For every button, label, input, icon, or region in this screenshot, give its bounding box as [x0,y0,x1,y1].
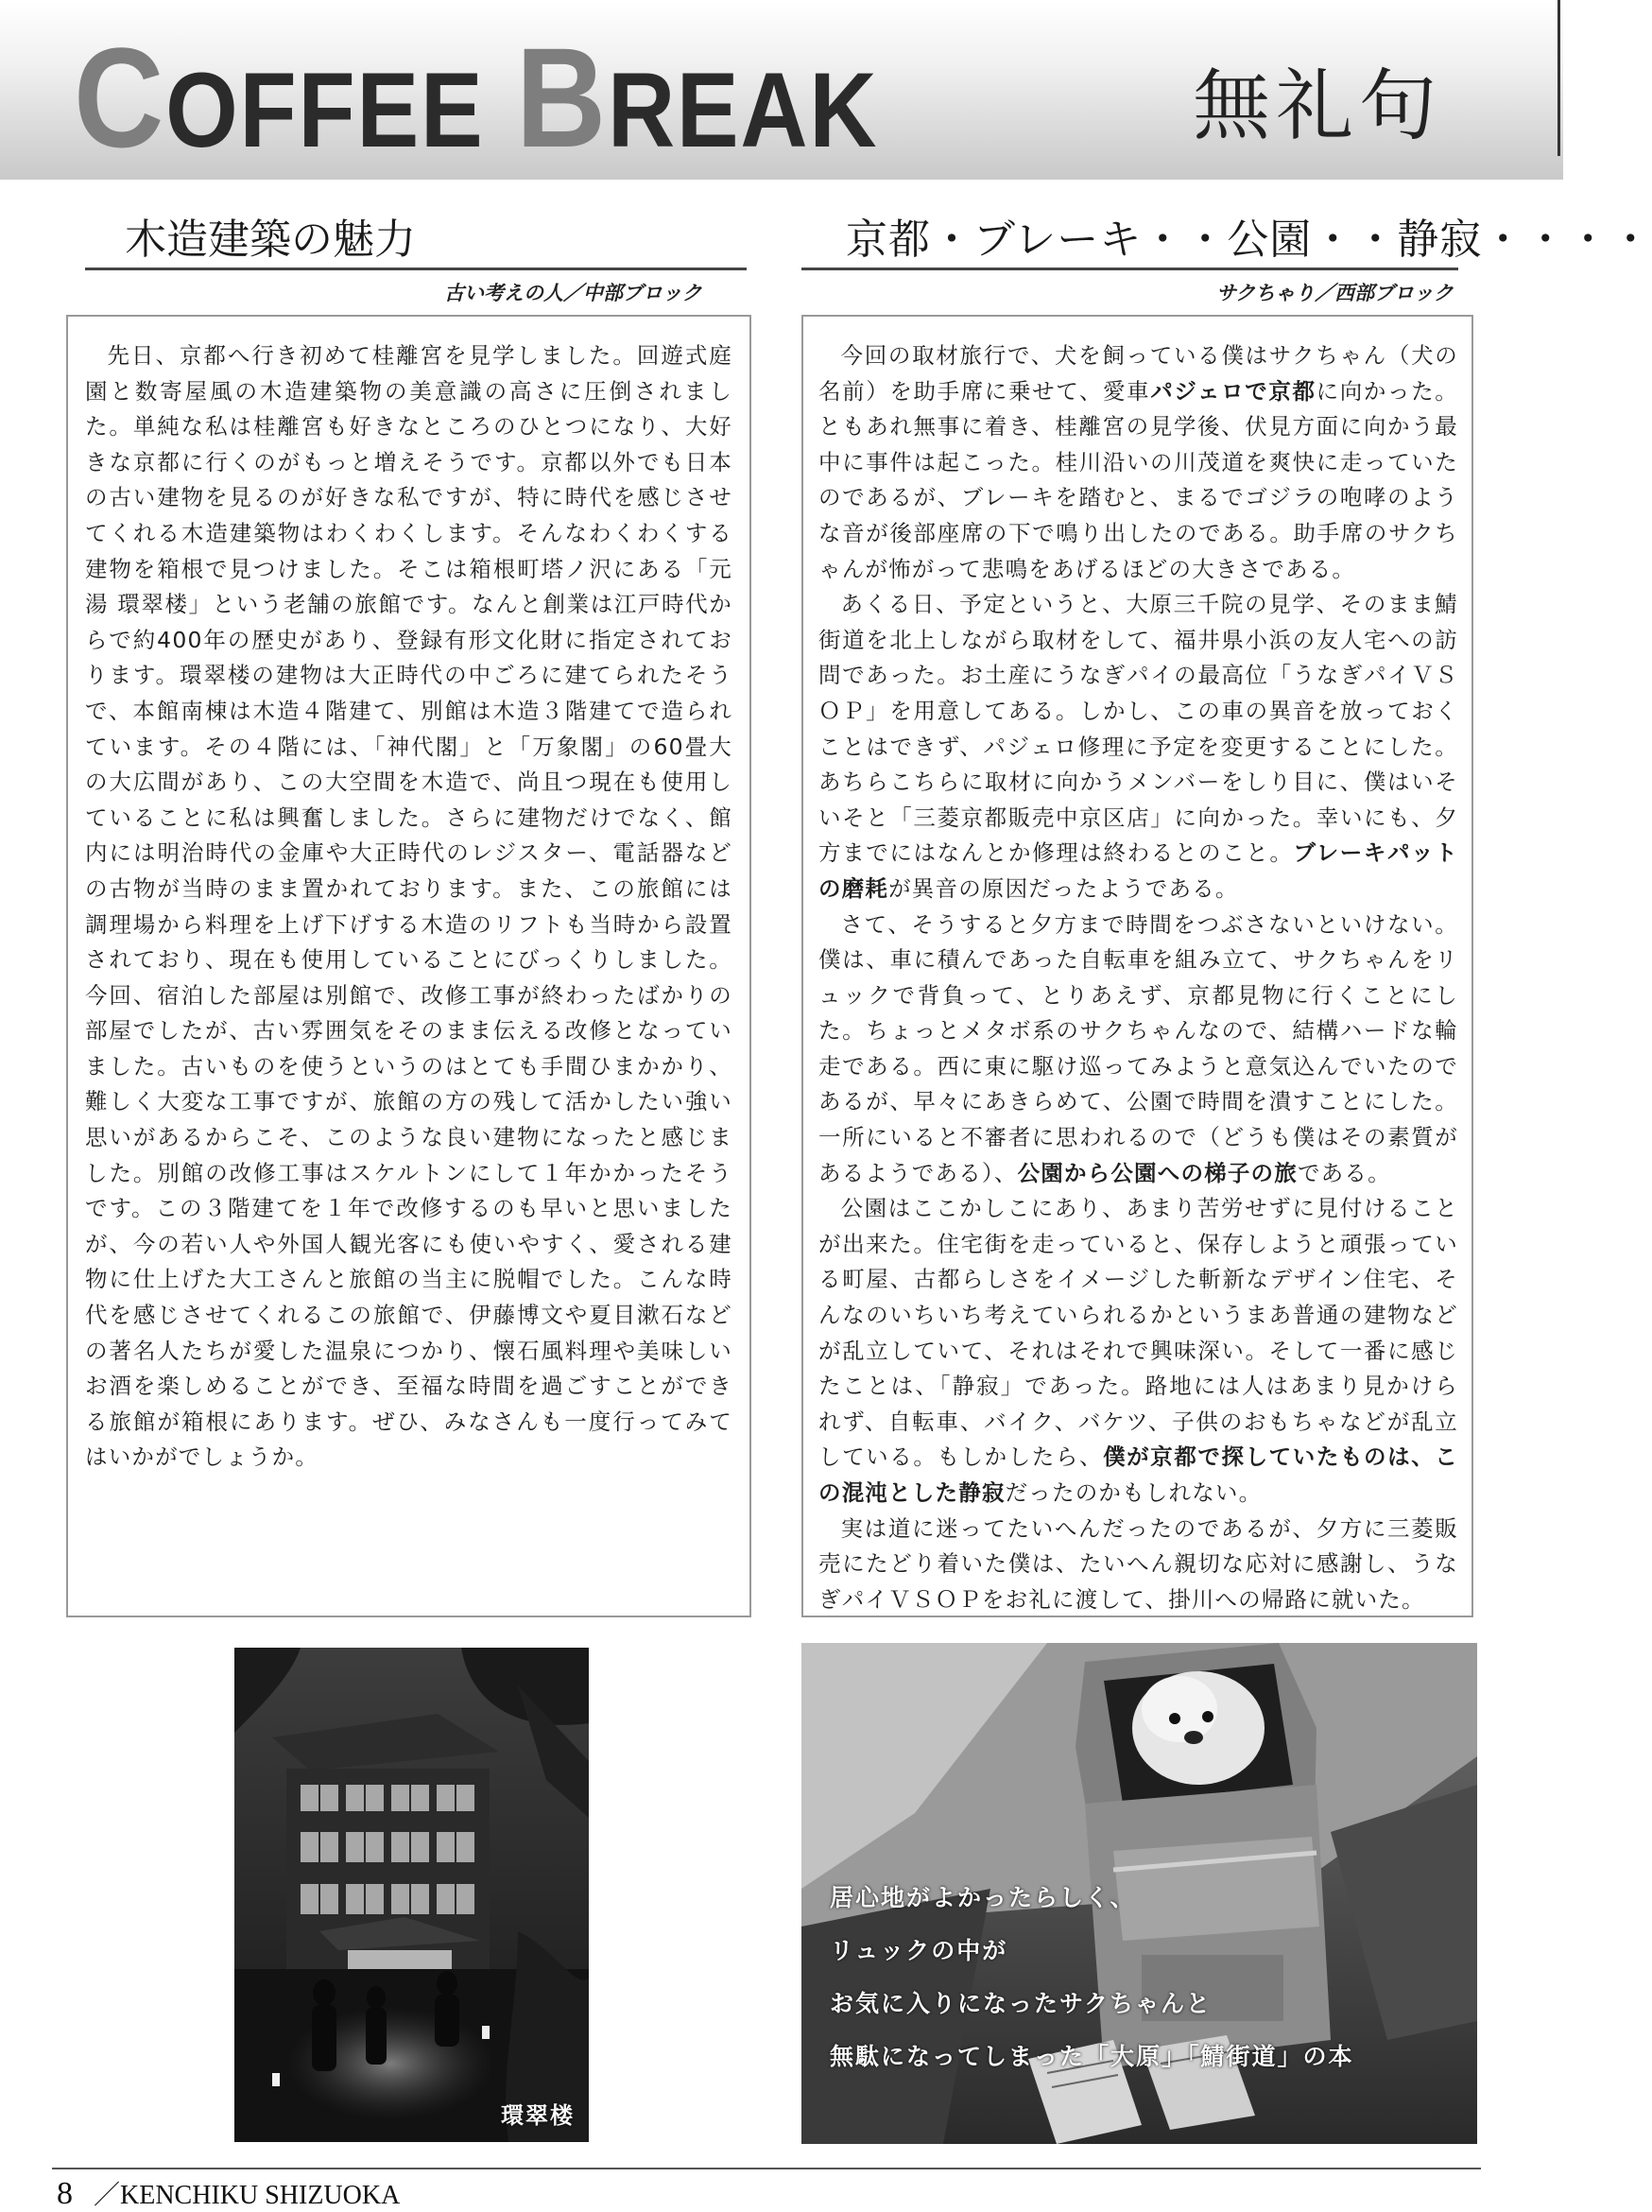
bold-phrase: ブレーキパットの磨耗 [818,839,1459,902]
right-paragraph-1: 今回の取材旅行で、犬を飼っている僕はサクちゃん（犬の名前）を助手席に乗せて、愛車パジェロで京都に向かった。ともあれ無事に着き、桂離宮の見学後、伏見方面に向かう最中に事件は起こった。桂川沿いの川茂道を爽快に走っていたのであるが、ブレーキを踏むと、まるでゴジラの咆哮のような音が後部座席の下で鳴り出したのである。助手席のサクちゃんが怖がって悲鳴をあげるほどの大きさである。 [818,342,1458,582]
title-initial-c: C [74,18,166,177]
bold-phrase: パジェロで京都 [1150,377,1316,405]
left-article-body: 先日、京都へ行き初めて桂離宮を見学しました。回遊式庭園と数寄屋風の木造建築物の美意識の高さに圧倒されました。単純な私は桂離宮も好きなところのひとつになり、大好きな京都に行くのがもっと増えそうです。京都以外でも日本の古い建物を見るのが好きな私ですが、特に時代を感じさせてくれる木造建築物はわくわくします。そんなわくわくする建物を箱根で見つけました。そこは箱根町塔ノ沢にある「元湯 環翠楼」という老舗の旅館です。なんと創業は江戸時代からで約400年の歴史があり、登録有形文化財に指定されております。環翠楼の建物は大正時代の中ごろに建てられたそうで、本館南棟は木造４階建て、別館は木造３階建てで造られています。その４階には、「神代閣」と「万象閣」の60畳大の大広間があり、この大空間を木造で、尚且つ現在も使用していることに私は興奮しました。さらに建物だけでなく、館内には明治時代の金庫や大正時代のレジスター、電話器などの古物が当時のまま置かれております。また、この旅館には調理場から料理を上げ下げする木造のリフトも当時から設置されており、現在も使用していることにびっくりしました。今回、宿泊した部屋は別館で、改修工事が終わったばかりの部屋でしたが、古い雰囲気をそのまま伝える改修となっていました。古いものを使うというのはとても手間ひまかかり、難しく大変な工事ですが、旅館の方の残して活かしたい強い思いがあるからこそ、このような良い建物になったと感じました。別館の改修工事はスケルトンにして１年かかったそうです。この３階建てを１年で改修するのも早いと思いましたが、今の若い人や外国人観光客にも使いやすく、愛される建物に仕上げた大工さんと旅館の当主に脱帽でした。こんな時代を感じさせてくれるこの旅館で、伊藤博文や夏目漱石などの著名人たちが愛した温泉につかり、懐石風料理や美味しいお酒を楽しめることができ、至福な時間を過ごすことができる旅館が箱根にあります。ぜひ、みなさんも一度行ってみてはいかがでしょうか。 [85,342,732,1471]
right-article-byline: サクちゃり／西部ブロック [1216,282,1454,304]
right-paragraph-5: 実は道に迷ってたいへんだったのであるが、夕方に三菱販売にたどり着いた僕は、たいへん親切な応対に感謝し、うなぎパイＶＳＯＰをお礼に渡して、掛川への帰路に就いた。 [818,1514,1458,1613]
right-paragraph-2: あくる日、予定というと、大原三千院の見学、そのまま鯖街道を北上しながら取材をして、福井県小浜の友人宅への訪問であった。お土産にうなぎパイの最高位「うなぎパイＶＳＯＰ」を用意してある。しかし、この車の異音を放っておくことはできず、パジェロ修理に予定を変更することにした。あちらこちらに取材に向かうメンバーをしり目に、僕はいそいそと「三菱京都販売中京区店」に向かった。幸いにも、夕方までにはなんとか修理は終わるとのこと。ブレーキパットの磨耗が異音の原因だったようである。 [818,591,1459,902]
left-title-rule [85,268,747,270]
header-banner [0,0,1563,180]
section-title [74,18,879,177]
title-reak: REAK [607,51,879,169]
magazine-name: ／KENCHIKU SHIZUOKA [94,2181,401,2210]
footer-rule [52,2168,1481,2169]
dog-caption-line-2: リュックの中が [830,1937,1008,1964]
right-article-title: 京都・ブレーキ・・公園・・静寂・・・・ [846,216,1652,264]
dog-caption-line-1: 居心地がよかったらしく、 [830,1884,1136,1911]
right-article-body [818,338,1458,1617]
right-article-box [801,315,1473,1617]
right-paragraph-4: 公園はここかしこにあり、あまり苦労せずに見付けることが出来た。住宅街を走っていると、保存しようと頑張っている町屋、古都らしさをイメージした斬新なデザイン住宅、そんなのいちいち考えていられるかというまあ普通の建物などが乱立していて、それはそれで興味深い。そして一番に感じたことは、「静寂」であった。路地には人はあまり見かけられず、自転車、バイク、バケツ、子供のおもちゃなどが乱立している。もしかしたら、僕が京都で探していたものは、この混沌とした静寂だったのかもしれない。 [818,1195,1458,1506]
left-article-box [66,315,751,1617]
bold-phrase: 僕が京都で探していたものは、この混沌とした静寂 [818,1443,1458,1506]
page-number: 8 [57,2176,73,2211]
banner-edge-rule [1557,0,1560,156]
dog-backpack-photo [801,1643,1477,2144]
title-initial-b: B [515,18,608,177]
ryokan-night-image [234,1648,589,2142]
left-article-byline: 古い考えの人／中部ブロック [444,282,702,304]
title-offee: OFFEE [165,51,485,169]
dog-caption-line-4: 無駄になってしまった「大原」「鯖街道」の本 [830,2043,1354,2070]
right-paragraph-3: さて、そうすると夕方まで時間をつぶさないといけない。僕は、車に積んであった自転車を組み立て、サクちゃんをリュックで背負って、とりあえず、京都見物に行くことにした。ちょっとメタボ系のサクちゃんなので、結構ハードな輪走である。西に東に駆け巡ってみようと意気込んでいたのであるが、早々にあきらめて、公園で時間を潰すことにした。一所にいると不審者に思われるので（どうも僕はその素質があるようである）、公園から公園への梯子の旅である。 [818,910,1458,1186]
ryokan-photo-caption: 環翠楼 [501,2102,575,2129]
left-article-title: 木造建築の魅力 [125,216,416,264]
section-subtitle: 無礼句 [1193,61,1443,151]
ryokan-photo [234,1648,589,2142]
dog-caption-line-3: お気に入りになったサクちゃんと [830,1990,1213,2017]
page-footer [57,2174,400,2212]
right-title-rule [801,268,1458,270]
bold-phrase: 公園から公園への梯子の旅 [1017,1159,1298,1186]
